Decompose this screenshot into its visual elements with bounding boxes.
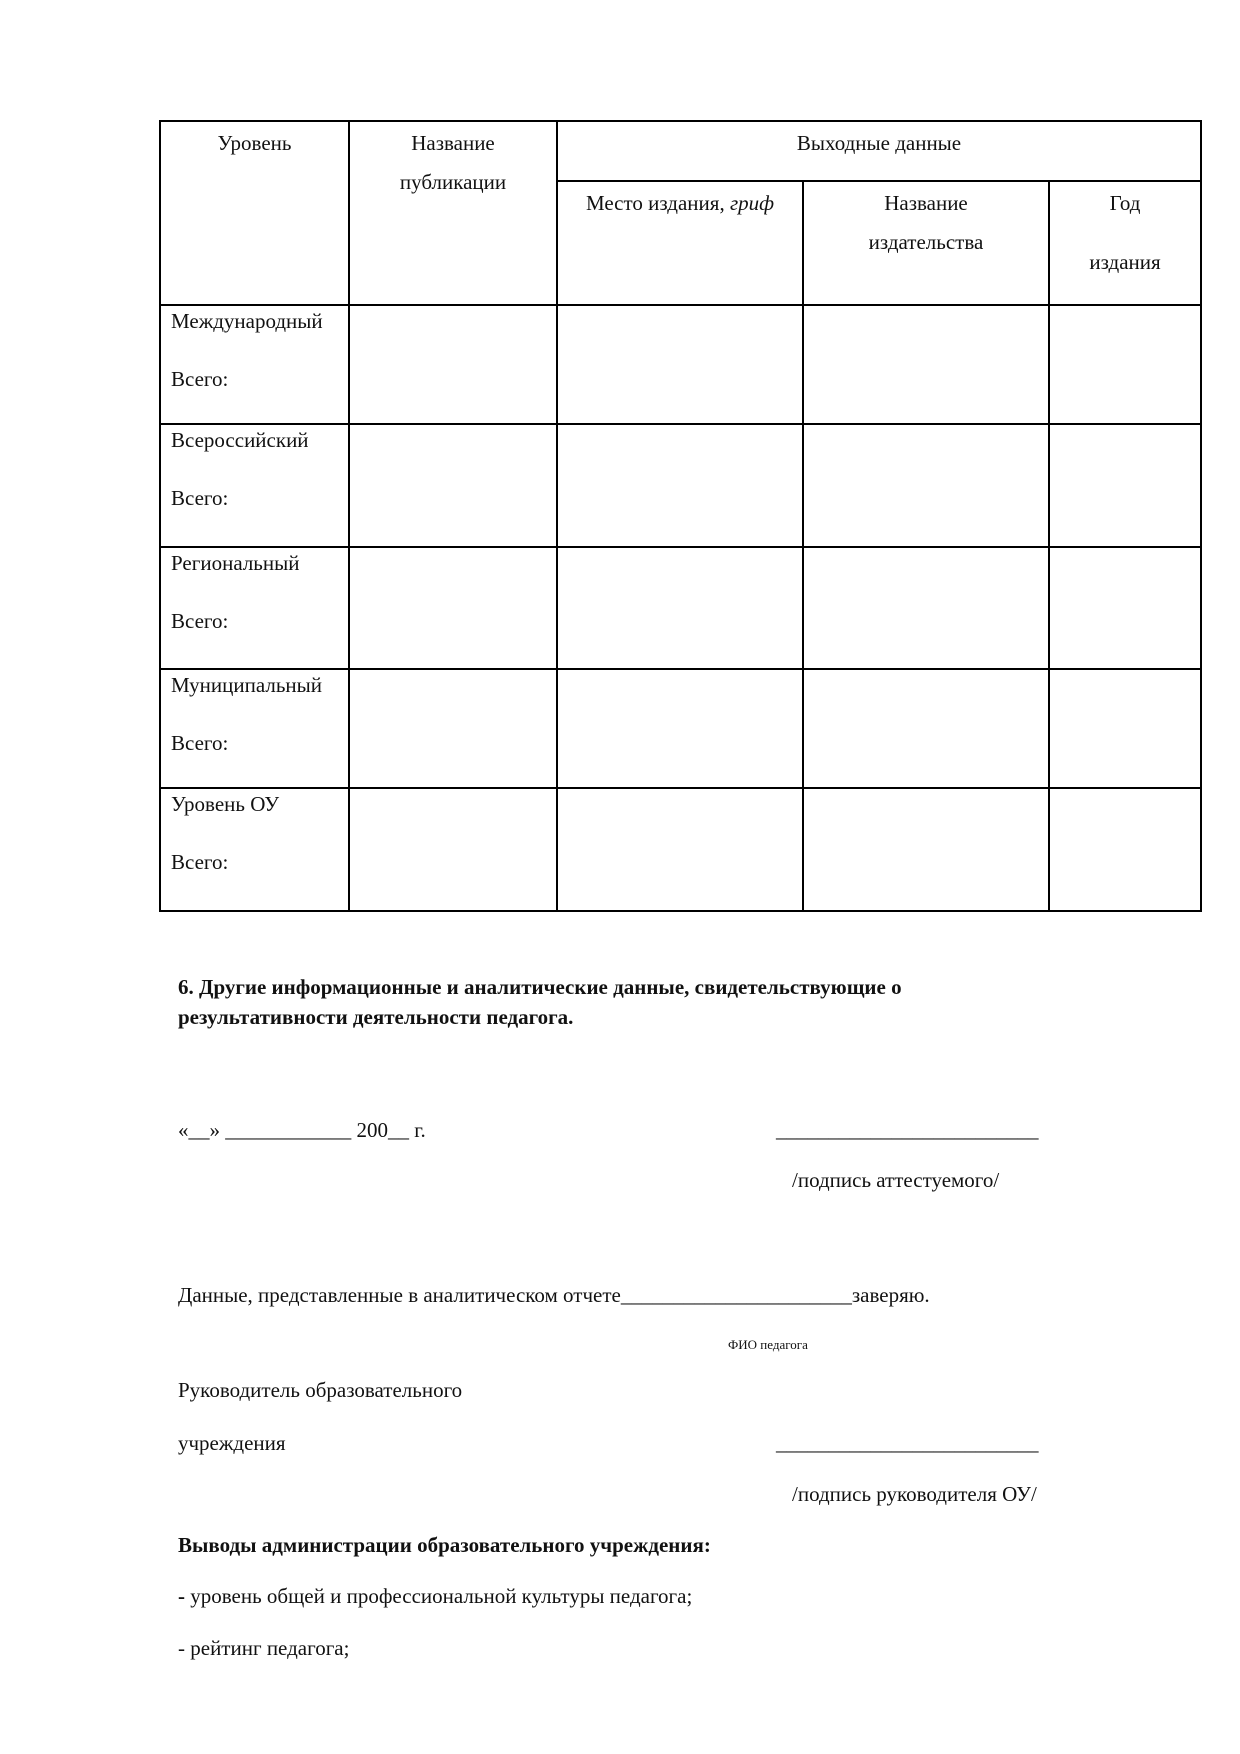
header-text: Название — [411, 131, 495, 155]
total-label: Всего: — [171, 486, 229, 510]
level-label: Региональный — [171, 551, 300, 575]
empty-cell[interactable] — [557, 305, 803, 424]
certify-text: Данные, представленные в аналитическом отчете______________________заверяю. — [178, 1283, 930, 1307]
header-publisher — [803, 181, 1049, 305]
head-label-line2: учреждения — [178, 1431, 286, 1455]
empty-cell[interactable] — [803, 424, 1049, 547]
empty-cell[interactable] — [803, 305, 1049, 424]
empty-cell[interactable] — [1049, 788, 1201, 911]
dash: - — [178, 1584, 185, 1608]
header-year — [1049, 181, 1201, 305]
header-level — [160, 121, 349, 305]
level-label: Международный — [171, 309, 323, 333]
header-text: Название — [884, 191, 968, 215]
head-label-line1: Руководитель образовательного — [178, 1378, 463, 1402]
table-row — [160, 305, 1201, 424]
total-label: Всего: — [171, 731, 229, 755]
header-text: издания — [1089, 250, 1161, 274]
fio-caption: ФИО педагога — [728, 1337, 808, 1352]
header-text: Место издания, — [585, 191, 730, 215]
level-label: Уровень ОУ — [171, 792, 280, 816]
empty-cell[interactable] — [1049, 305, 1201, 424]
date-line: «__» ____________ 200__ г. — [178, 1118, 426, 1142]
level-cell — [160, 547, 349, 669]
empty-cell[interactable] — [803, 788, 1049, 911]
level-label: Муниципальный — [171, 673, 322, 697]
publications-table — [159, 120, 1202, 912]
empty-cell[interactable] — [1049, 547, 1201, 669]
empty-cell[interactable] — [557, 424, 803, 547]
empty-cell[interactable] — [557, 669, 803, 788]
conclusions-title: Выводы администрации образовательного учреждения: — [178, 1533, 711, 1557]
signature-head-caption: /подпись руководителя ОУ/ — [792, 1482, 1037, 1506]
header-text: публикации — [399, 170, 507, 194]
signature-line-attested: _________________________ — [776, 1118, 1039, 1142]
empty-cell[interactable] — [803, 547, 1049, 669]
section-6-heading-line2: результативности деятельности педагога. — [178, 1005, 574, 1029]
level-cell — [160, 788, 349, 911]
level-label: Всероссийский — [171, 428, 309, 452]
header-publication-name — [349, 121, 557, 305]
total-label: Всего: — [171, 367, 229, 391]
header-level-text: Уровень — [217, 131, 292, 155]
signature-attested-caption: /подпись аттестуемого/ — [792, 1168, 1000, 1192]
header-text: издательства — [868, 230, 984, 254]
conclusion-item-2: - рейтинг педагога; — [178, 1636, 350, 1660]
table-row — [160, 547, 1201, 669]
empty-cell[interactable] — [803, 669, 1049, 788]
header-text-italic: гриф — [729, 191, 775, 215]
empty-cell[interactable] — [349, 424, 557, 547]
level-cell — [160, 424, 349, 547]
table-row — [160, 669, 1201, 788]
total-label: Всего: — [171, 850, 229, 874]
empty-cell[interactable] — [349, 788, 557, 911]
empty-cell[interactable] — [557, 547, 803, 669]
empty-cell[interactable] — [1049, 424, 1201, 547]
empty-cell[interactable] — [349, 305, 557, 424]
empty-cell[interactable] — [557, 788, 803, 911]
empty-cell[interactable] — [349, 669, 557, 788]
header-place — [557, 181, 803, 305]
conclusion-item-1 — [178, 1584, 692, 1609]
level-cell — [160, 669, 349, 788]
table-row — [160, 424, 1201, 547]
level-cell — [160, 305, 349, 424]
section-6-heading-line1: 6. Другие информационные и аналитические данные, свидетельствующие о — [178, 975, 902, 999]
table-row — [160, 788, 1201, 911]
signature-line-head: _________________________ — [776, 1431, 1039, 1455]
header-text: Год — [1109, 191, 1141, 215]
empty-cell[interactable] — [349, 547, 557, 669]
total-label: Всего: — [171, 609, 229, 633]
header-output-data: Выходные данные — [557, 121, 1201, 181]
conclusion-text: уровень общей и профессиональной культуры педагога; — [185, 1584, 693, 1608]
empty-cell[interactable] — [1049, 669, 1201, 788]
